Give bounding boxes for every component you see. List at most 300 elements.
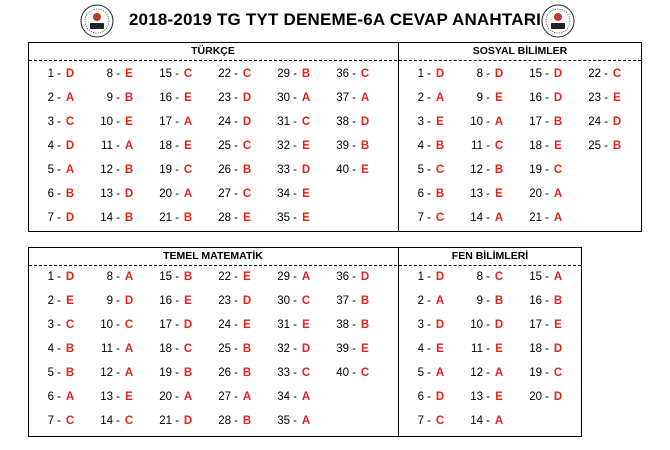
answer-letter: E xyxy=(436,116,444,128)
answer-cell xyxy=(146,134,194,158)
separator-dash: - xyxy=(175,92,179,104)
separator-dash: - xyxy=(293,367,297,379)
answer-letter: B xyxy=(183,212,193,224)
separator-dash: - xyxy=(486,164,490,176)
question-number: 33 xyxy=(277,164,290,176)
answer-cell xyxy=(146,86,194,110)
answer-cell xyxy=(146,265,194,289)
answer-letter: C xyxy=(553,164,563,176)
answer-letter: E xyxy=(361,343,369,355)
question-number: 12 xyxy=(470,367,483,379)
answer-letter: B xyxy=(242,164,252,176)
answer-cell xyxy=(457,361,505,385)
question-number: 17 xyxy=(529,116,542,128)
separator-dash: - xyxy=(175,319,179,331)
answer-letter: B xyxy=(242,415,252,427)
answer-letter: E xyxy=(302,212,310,224)
question-number: 6 xyxy=(417,391,424,403)
separator-dash: - xyxy=(545,188,549,200)
question-number: 30 xyxy=(277,295,290,307)
question-number: 25 xyxy=(218,343,231,355)
question-number: 35 xyxy=(277,415,290,427)
answer-cell xyxy=(205,182,253,206)
answer-cell xyxy=(323,337,371,361)
answer-letter: A xyxy=(65,391,75,403)
answer-letter: C xyxy=(65,415,75,427)
separator-dash: - xyxy=(545,343,549,355)
question-number: 9 xyxy=(106,295,113,307)
question-number: 40 xyxy=(336,164,349,176)
answer-cell xyxy=(516,385,564,409)
answer-cell xyxy=(398,265,446,289)
separator-dash: - xyxy=(352,343,356,355)
separator-dash: - xyxy=(486,92,490,104)
answer-letter: E xyxy=(495,188,503,200)
answer-cell xyxy=(398,182,446,206)
separator-dash: - xyxy=(57,319,61,331)
answer-letter: D xyxy=(301,343,311,355)
answer-letter: E xyxy=(302,319,310,331)
answer-letter: A xyxy=(301,391,311,403)
answer-cell xyxy=(398,158,446,182)
separator-dash: - xyxy=(545,271,549,283)
answer-cell xyxy=(87,86,135,110)
answer-letter: B xyxy=(612,140,622,152)
answer-cell xyxy=(28,86,76,110)
answer-letter: A xyxy=(494,116,504,128)
question-number: 24 xyxy=(218,116,231,128)
answer-cell xyxy=(87,313,135,337)
answer-cell xyxy=(146,206,194,230)
answer-cell xyxy=(457,134,505,158)
question-number: 31 xyxy=(277,319,290,331)
separator-dash: - xyxy=(57,212,61,224)
separator-dash: - xyxy=(427,271,431,283)
answer-letter: D xyxy=(124,188,134,200)
answer-cell xyxy=(398,337,446,361)
answer-letter: B xyxy=(65,367,75,379)
question-number: 14 xyxy=(100,212,113,224)
answer-cell xyxy=(146,337,194,361)
answer-cell xyxy=(205,361,253,385)
answer-letter: C xyxy=(494,140,504,152)
answer-letter: E xyxy=(243,212,251,224)
question-number: 13 xyxy=(470,391,483,403)
answer-cell xyxy=(28,110,76,134)
question-number: 20 xyxy=(159,391,172,403)
question-number: 22 xyxy=(218,68,231,80)
answer-cell xyxy=(28,158,76,182)
answer-cell xyxy=(205,289,253,313)
answer-cell xyxy=(575,134,623,158)
answer-cell xyxy=(264,182,312,206)
separator-dash: - xyxy=(175,271,179,283)
answer-letter: D xyxy=(65,140,75,152)
separator-dash: - xyxy=(57,271,61,283)
answer-cell xyxy=(87,158,135,182)
separator-dash: - xyxy=(175,140,179,152)
answer-letter: A xyxy=(435,367,445,379)
answer-cell xyxy=(457,158,505,182)
answer-cell xyxy=(516,313,564,337)
answer-cell xyxy=(87,134,135,158)
separator-dash: - xyxy=(486,140,490,152)
answer-letter: D xyxy=(242,116,252,128)
separator-dash: - xyxy=(545,319,549,331)
separator-dash: - xyxy=(234,188,238,200)
question-number: 22 xyxy=(588,68,601,80)
answer-cell xyxy=(87,206,135,230)
separator-dash: - xyxy=(352,92,356,104)
separator-dash: - xyxy=(427,319,431,331)
separator-dash: - xyxy=(293,116,297,128)
answer-letter: D xyxy=(553,343,563,355)
separator-dash: - xyxy=(234,295,238,307)
separator-dash: - xyxy=(116,343,120,355)
question-number: 7 xyxy=(417,212,424,224)
question-number: 14 xyxy=(100,415,113,427)
question-number: 18 xyxy=(159,343,172,355)
separator-dash: - xyxy=(234,319,238,331)
answer-letter: C xyxy=(301,116,311,128)
question-number: 23 xyxy=(588,92,601,104)
answer-letter: D xyxy=(360,116,370,128)
separator-dash: - xyxy=(57,68,61,80)
answer-cell xyxy=(146,361,194,385)
question-number: 7 xyxy=(47,212,54,224)
separator-dash: - xyxy=(175,391,179,403)
answer-cell xyxy=(205,86,253,110)
question-number: 29 xyxy=(277,271,290,283)
answer-letter: B xyxy=(242,367,252,379)
separator-dash: - xyxy=(234,271,238,283)
answer-letter: C xyxy=(301,295,311,307)
question-number: 6 xyxy=(47,391,54,403)
answer-cell xyxy=(264,289,312,313)
question-number: 18 xyxy=(529,140,542,152)
question-number: 17 xyxy=(159,116,172,128)
question-number: 16 xyxy=(159,295,172,307)
separator-dash: - xyxy=(234,367,238,379)
question-number: 15 xyxy=(529,271,542,283)
answer-cell xyxy=(264,385,312,409)
question-number: 5 xyxy=(47,164,54,176)
answer-cell xyxy=(146,313,194,337)
answer-letter: D xyxy=(124,295,134,307)
separator-dash: - xyxy=(604,140,608,152)
answer-letter: A xyxy=(435,295,445,307)
answer-cell xyxy=(457,182,505,206)
question-number: 6 xyxy=(417,188,424,200)
separator-dash: - xyxy=(352,68,356,80)
question-number: 26 xyxy=(218,367,231,379)
answer-letter: C xyxy=(242,68,252,80)
answer-letter: C xyxy=(65,116,75,128)
answer-cell xyxy=(87,289,135,313)
separator-dash: - xyxy=(234,92,238,104)
separator-dash: - xyxy=(486,343,490,355)
separator-dash: - xyxy=(57,367,61,379)
separator-dash: - xyxy=(486,188,490,200)
question-number: 34 xyxy=(277,188,290,200)
separator-dash: - xyxy=(486,271,490,283)
separator-dash: - xyxy=(486,116,490,128)
answer-cell xyxy=(575,86,623,110)
answer-cell xyxy=(87,385,135,409)
question-number: 11 xyxy=(101,140,113,152)
separator-dash: - xyxy=(293,415,297,427)
answer-letter: D xyxy=(65,212,75,224)
answer-cell xyxy=(28,206,76,230)
answer-cell xyxy=(516,361,564,385)
separator-dash: - xyxy=(427,92,431,104)
separator-dash: - xyxy=(234,140,238,152)
separator-dash: - xyxy=(486,212,490,224)
question-number: 10 xyxy=(470,116,483,128)
separator-dash: - xyxy=(604,68,608,80)
separator-dash: - xyxy=(234,415,238,427)
question-number: 25 xyxy=(218,140,231,152)
answer-letter: E xyxy=(302,188,310,200)
question-number: 23 xyxy=(218,295,231,307)
question-number: 20 xyxy=(159,188,172,200)
answer-cell xyxy=(264,337,312,361)
separator-dash: - xyxy=(293,295,297,307)
answer-cell xyxy=(28,134,76,158)
question-number: 21 xyxy=(159,415,172,427)
question-number: 37 xyxy=(336,92,349,104)
answer-letter: A xyxy=(124,367,134,379)
separator-dash: - xyxy=(234,343,238,355)
separator-dash: - xyxy=(427,140,431,152)
separator-dash: - xyxy=(427,212,431,224)
answer-cell xyxy=(323,110,371,134)
question-number: 2 xyxy=(47,295,54,307)
answer-letter: C xyxy=(553,367,563,379)
answer-letter: B xyxy=(553,116,563,128)
answer-cell xyxy=(457,385,505,409)
answer-letter: C xyxy=(124,415,134,427)
separator-dash: - xyxy=(545,116,549,128)
separator-dash: - xyxy=(116,92,120,104)
answer-cell xyxy=(87,409,135,433)
question-number: 12 xyxy=(100,367,113,379)
separator-dash: - xyxy=(116,140,120,152)
separator-dash: - xyxy=(175,68,179,80)
answer-cell xyxy=(264,361,312,385)
answer-cell xyxy=(323,62,371,86)
separator-dash: - xyxy=(604,92,608,104)
question-number: 7 xyxy=(417,415,424,427)
answer-cell xyxy=(205,134,253,158)
answer-cell xyxy=(264,62,312,86)
answer-cell xyxy=(457,313,505,337)
separator-dash: - xyxy=(57,415,61,427)
answer-letter: E xyxy=(554,140,562,152)
answer-cell xyxy=(146,385,194,409)
answer-letter: D xyxy=(553,92,563,104)
answer-letter: B xyxy=(360,295,370,307)
question-number: 8 xyxy=(106,271,113,283)
question-number: 21 xyxy=(159,212,172,224)
answer-cell xyxy=(87,62,135,86)
question-number: 3 xyxy=(417,116,424,128)
separator-dash: - xyxy=(352,319,356,331)
answer-cell xyxy=(205,385,253,409)
answer-cell xyxy=(87,361,135,385)
answer-cell xyxy=(28,337,76,361)
answer-letter: E xyxy=(243,319,251,331)
answer-letter: C xyxy=(360,68,370,80)
question-number: 36 xyxy=(336,68,349,80)
answer-cell xyxy=(457,206,505,230)
separator-dash: - xyxy=(293,343,297,355)
separator-dash: - xyxy=(545,295,549,307)
answer-cell xyxy=(457,86,505,110)
separator-dash: - xyxy=(116,295,120,307)
question-number: 22 xyxy=(218,271,231,283)
answer-letter: A xyxy=(494,212,504,224)
answer-letter: D xyxy=(360,271,370,283)
answer-letter: C xyxy=(242,140,252,152)
answer-cell xyxy=(516,134,564,158)
answer-letter: D xyxy=(494,319,504,331)
separator-dash: - xyxy=(175,295,179,307)
separator-dash: - xyxy=(486,367,490,379)
separator-dash: - xyxy=(427,391,431,403)
separator-dash: - xyxy=(293,140,297,152)
separator-dash: - xyxy=(427,343,431,355)
question-number: 25 xyxy=(588,140,601,152)
separator-dash: - xyxy=(352,295,356,307)
answer-letter: C xyxy=(435,415,445,427)
separator-dash: - xyxy=(427,164,431,176)
separator-dash: - xyxy=(545,140,549,152)
answer-letter: B xyxy=(360,319,370,331)
answer-letter: E xyxy=(554,319,562,331)
answer-cell xyxy=(457,62,505,86)
answer-letter: C xyxy=(183,68,193,80)
answer-letter: B xyxy=(435,140,445,152)
question-number: 4 xyxy=(47,140,54,152)
separator-dash: - xyxy=(545,92,549,104)
answer-letter: C xyxy=(65,319,75,331)
question-number: 33 xyxy=(277,367,290,379)
question-number: 8 xyxy=(476,68,483,80)
answer-letter: E xyxy=(184,92,192,104)
answer-cell xyxy=(205,409,253,433)
answer-letter: E xyxy=(302,140,310,152)
question-number: 29 xyxy=(277,68,290,80)
question-number: 9 xyxy=(476,295,483,307)
separator-dash: - xyxy=(57,116,61,128)
separator-dash: - xyxy=(293,212,297,224)
question-number: 39 xyxy=(336,140,349,152)
separator-dash: - xyxy=(234,212,238,224)
section-title-sosyal: SOSYAL BİLİMLER xyxy=(399,43,641,61)
question-number: 5 xyxy=(417,367,424,379)
question-number: 27 xyxy=(218,188,231,200)
answer-cell xyxy=(264,158,312,182)
answer-letter: C xyxy=(183,164,193,176)
answer-letter: D xyxy=(435,319,445,331)
answer-letter: D xyxy=(242,295,252,307)
question-number: 17 xyxy=(529,319,542,331)
question-number: 1 xyxy=(47,271,54,283)
question-number: 10 xyxy=(470,319,483,331)
answer-letter: A xyxy=(124,271,134,283)
question-number: 11 xyxy=(471,343,483,355)
separator-dash: - xyxy=(175,415,179,427)
separator-dash: - xyxy=(293,92,297,104)
answer-letter: B xyxy=(183,367,193,379)
answer-letter: E xyxy=(495,92,503,104)
question-number: 13 xyxy=(100,188,113,200)
answer-cell xyxy=(323,361,371,385)
separator-dash: - xyxy=(427,116,431,128)
separator-dash: - xyxy=(293,68,297,80)
answer-cell xyxy=(398,409,446,433)
answer-cell xyxy=(398,62,446,86)
answer-cell xyxy=(264,86,312,110)
answer-cell xyxy=(264,134,312,158)
separator-dash: - xyxy=(293,391,297,403)
answer-cell xyxy=(87,182,135,206)
answer-letter: A xyxy=(242,391,252,403)
answer-cell xyxy=(575,110,623,134)
question-number: 3 xyxy=(417,319,424,331)
answer-letter: D xyxy=(183,415,193,427)
answer-letter: D xyxy=(612,116,622,128)
answer-cell xyxy=(457,265,505,289)
answer-letter: A xyxy=(124,343,134,355)
separator-dash: - xyxy=(57,164,61,176)
answer-cell xyxy=(205,206,253,230)
answer-cell xyxy=(205,265,253,289)
separator-dash: - xyxy=(116,367,120,379)
answer-cell xyxy=(323,158,371,182)
answer-cell xyxy=(516,206,564,230)
separator-dash: - xyxy=(486,319,490,331)
answer-letter: D xyxy=(553,68,563,80)
answer-cell xyxy=(87,337,135,361)
question-number: 27 xyxy=(218,391,231,403)
separator-dash: - xyxy=(293,188,297,200)
answer-cell xyxy=(398,289,446,313)
answer-letter: D xyxy=(183,319,193,331)
answer-letter: E xyxy=(495,343,503,355)
answer-cell xyxy=(146,110,194,134)
question-number: 39 xyxy=(336,343,349,355)
question-number: 28 xyxy=(218,415,231,427)
answer-letter: A xyxy=(183,116,193,128)
answer-cell xyxy=(28,289,76,313)
answer-letter: A xyxy=(553,212,563,224)
separator-dash: - xyxy=(116,68,120,80)
answer-cell xyxy=(205,158,253,182)
answer-cell xyxy=(323,313,371,337)
question-number: 12 xyxy=(470,164,483,176)
answer-letter: A xyxy=(435,92,445,104)
answer-letter: B xyxy=(242,343,252,355)
answer-cell xyxy=(146,62,194,86)
separator-dash: - xyxy=(486,391,490,403)
question-number: 1 xyxy=(417,271,424,283)
separator-dash: - xyxy=(116,188,120,200)
answer-letter: B xyxy=(65,188,75,200)
answer-letter: E xyxy=(125,391,133,403)
answer-letter: B xyxy=(494,164,504,176)
